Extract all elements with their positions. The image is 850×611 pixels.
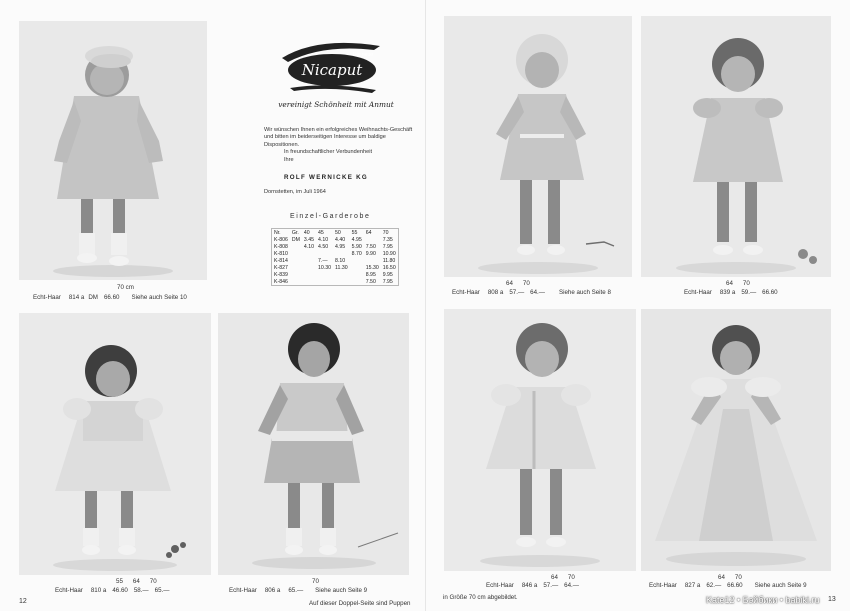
table-cell: 8.10 [335, 257, 346, 264]
table-cell: 15.30 [365, 264, 379, 271]
size-labels-846: 64 70 [551, 574, 575, 581]
table-cell: 9.90 [365, 250, 376, 257]
letter-paragraph: Wir wünschen Ihnen ein erfolgreiches Weihnachts-Geschäft und bitten im beiderseitigen Interesse um baldige Dispositionen. [264, 127, 413, 148]
doll-810-illustration [19, 313, 211, 575]
size-table-header: Nr. [274, 229, 281, 236]
table-cell: 7.95 [382, 243, 393, 250]
table-cell [333, 271, 350, 278]
table-cell: 9.95 [382, 271, 393, 278]
table-row [272, 257, 399, 264]
doll-photo-839 [641, 16, 831, 277]
table-cell: K-814 [274, 257, 288, 264]
table-cell: K-839 [274, 271, 288, 278]
doll-806-illustration [218, 313, 409, 575]
table-cell [290, 271, 302, 278]
table-cell: 4.40 [335, 236, 346, 243]
table-cell [364, 236, 381, 243]
doll-808-illustration [444, 16, 632, 277]
doll-photo-806 [218, 313, 409, 575]
tagline: vereinigt Schönheit mit Anmut [278, 100, 394, 109]
doll-814-illustration [19, 21, 207, 280]
table-cell [290, 250, 302, 257]
size-labels-810: 55 64 70 [116, 578, 157, 585]
table-cell [316, 271, 333, 278]
table-cell [302, 257, 316, 264]
size-table-header: 50 [335, 229, 341, 236]
table-cell [350, 264, 364, 271]
table-cell [316, 250, 333, 257]
size-table-header: 64 [365, 229, 372, 236]
caption-810: Echt-Haar 810 a 46.60 58.— 65.— [55, 587, 170, 594]
table-cell: 4.95 [335, 243, 346, 250]
table-cell: 7.35 [382, 236, 393, 243]
table-cell: 4.10 [303, 243, 315, 250]
table-cell: 7.95 [382, 278, 393, 285]
table-row [272, 236, 399, 243]
doll-846-illustration [444, 309, 636, 571]
size-table-header-row [272, 229, 399, 237]
size-table-title: Einzel-Garderobe [290, 213, 371, 220]
table-row [272, 243, 399, 250]
right-page [425, 0, 850, 611]
table-cell: K-827 [274, 264, 288, 271]
size-labels-839: 64 70 [726, 280, 750, 287]
table-cell: 3.45 [303, 236, 315, 243]
table-cell [302, 278, 316, 286]
size-table-header: 55 [351, 229, 358, 236]
table-cell: 4.50 [318, 243, 329, 250]
table-cell [290, 264, 302, 271]
table-cell: 8.95 [365, 271, 376, 278]
table-cell: K-808 [274, 243, 288, 250]
letter-text [264, 127, 414, 164]
firm-name: ROLF WERNICKE KG [284, 174, 369, 181]
table-row [272, 250, 399, 257]
size-table-header: 70 [382, 229, 389, 236]
table-cell [364, 257, 381, 264]
table-cell [350, 271, 364, 278]
doll-839-illustration [641, 16, 831, 277]
table-cell: 11.80 [382, 257, 396, 264]
size-price-table [271, 228, 399, 286]
size-label-806: 70 [312, 578, 319, 585]
caption-827: Echt-Haar 827 a 62.— 66.60 Siehe auch Seite 9 [649, 582, 807, 589]
size-table-header: Gr. [291, 229, 299, 236]
table-cell [333, 278, 350, 286]
table-cell [333, 250, 350, 257]
watermark: Kate12 • Бэйбики • babiki.ru [706, 595, 820, 605]
table-cell [290, 243, 302, 250]
table-cell: 10.90 [382, 250, 396, 257]
caption-839: Echt-Haar 839 a 59.— 66.60 [684, 289, 778, 296]
table-row [272, 271, 399, 278]
doll-photo-827 [641, 309, 831, 571]
bottom-note-left: Auf dieser Doppel-Seite sind Puppen [309, 600, 411, 607]
table-cell [290, 257, 302, 264]
table-cell [350, 278, 364, 286]
logo-small-text: Die neue [353, 52, 374, 58]
table-row [272, 264, 399, 271]
doll-827-illustration [641, 309, 831, 571]
table-cell: 7.50 [365, 278, 376, 285]
table-cell: 5.90 [351, 243, 362, 250]
table-cell [302, 271, 316, 278]
table-cell: 8.70 [351, 250, 362, 257]
letter-greeting-1: In freundschaftlicher Verbundenheit [284, 149, 373, 156]
page-number-right: 13 [828, 596, 836, 603]
caption-846: Echt-Haar 846 a 57.— 64.— [486, 582, 579, 589]
letter-greeting-2: Ihre [284, 156, 294, 163]
table-cell: K-810 [274, 250, 288, 257]
size-label-814: 70 cm [117, 284, 134, 291]
table-cell: 7.50 [365, 243, 376, 250]
size-labels-827: 64 70 [718, 574, 742, 581]
caption-808: Echt-Haar 808 a 57.— 64.— Siehe auch Seite 8 [452, 289, 611, 296]
table-cell: K-806 [274, 236, 288, 243]
table-cell: K-846 [274, 278, 288, 285]
doll-photo-808 [444, 16, 632, 277]
logo-brand-text: Nicaput [301, 61, 363, 79]
table-cell: 10.30 [318, 264, 332, 271]
doll-photo-846 [444, 309, 636, 571]
bottom-note-right: in Größe 70 cm abgebildet. [443, 594, 518, 601]
table-cell: 4.95 [351, 236, 362, 243]
size-table-header: 45 [318, 229, 324, 236]
caption-806: Echt-Haar 806 a 65.— Siehe auch Seite 9 [229, 587, 368, 594]
caption-814: Echt-Haar 814 a DM 66.60 Siehe auch Seite 10 [33, 294, 187, 301]
table-cell [302, 250, 316, 257]
table-row [272, 278, 399, 286]
table-cell: 4.10 [318, 236, 329, 243]
table-cell: 16.50 [382, 264, 396, 271]
table-cell [302, 264, 316, 271]
doll-photo-810 [19, 313, 211, 575]
size-table-header: 40 [303, 229, 310, 236]
table-cell [316, 278, 333, 286]
table-cell [290, 278, 302, 286]
dateline: Dornstetten, im Juli 1964 [264, 189, 326, 195]
doll-photo-814 [19, 21, 207, 280]
table-cell [350, 257, 364, 264]
page-number-left: 12 [19, 598, 27, 605]
nicaput-logo [278, 40, 386, 98]
table-cell: DM [291, 236, 300, 243]
size-labels-808: 64 70 [506, 280, 530, 287]
table-cell: 7.— [318, 257, 328, 264]
table-cell: 11.30 [335, 264, 348, 271]
